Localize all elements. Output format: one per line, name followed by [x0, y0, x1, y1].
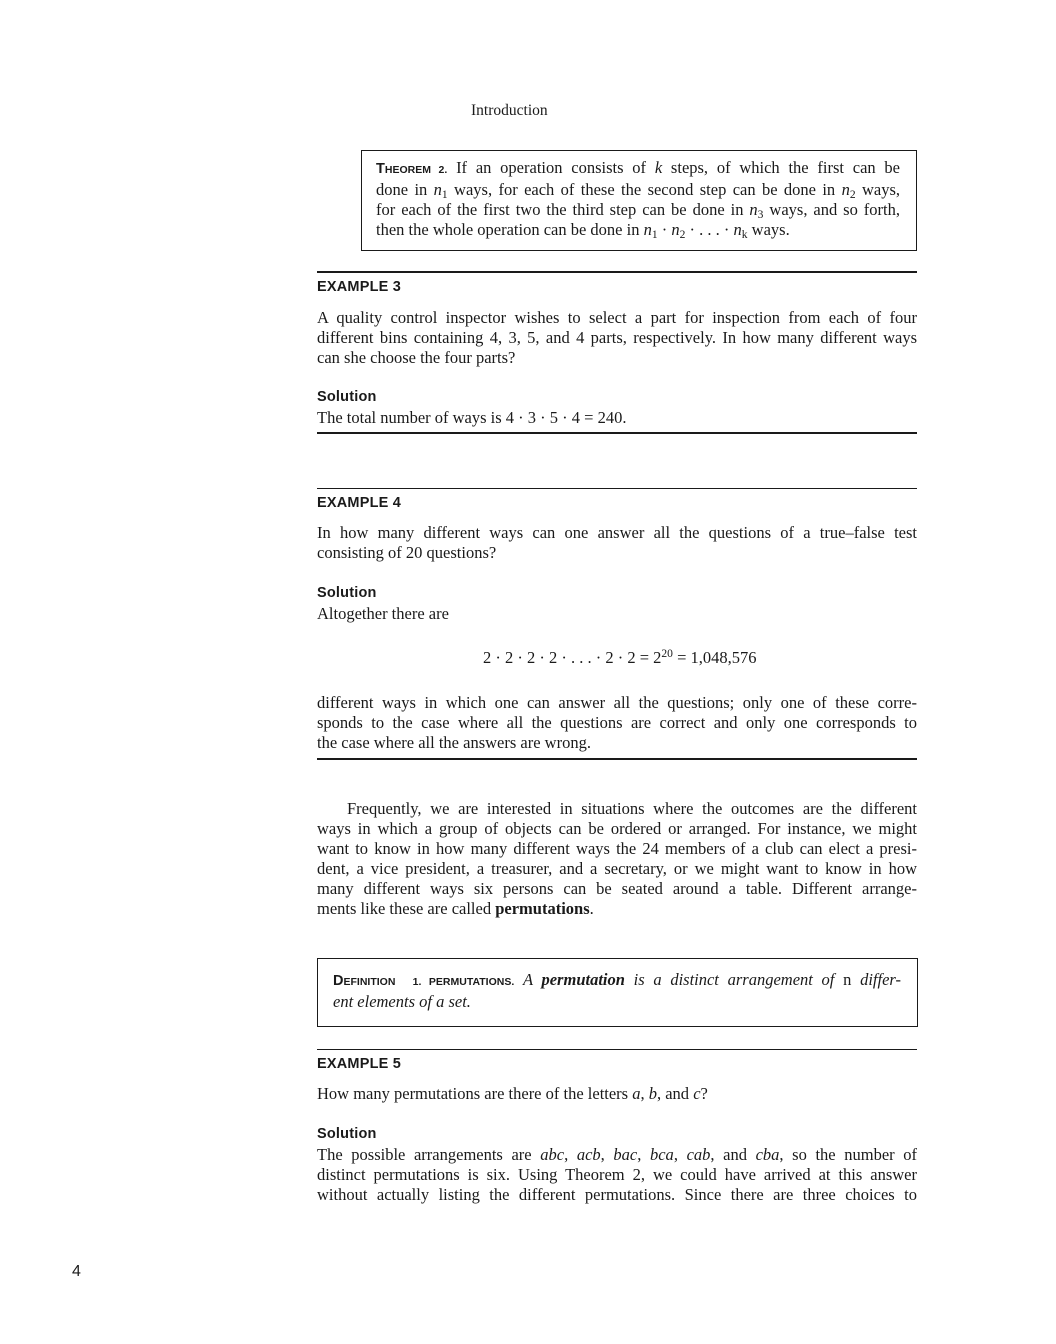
example4-conclusion [317, 693, 917, 753]
example5-heading: EXAMPLE 5 [317, 1056, 401, 1072]
definition-label: DEFINITION 1. PERMUTATIONS. [333, 973, 515, 989]
paragraph-line: many different ways six persons can be seated around a table. Different arrange- [317, 879, 917, 898]
example4-body [317, 523, 917, 563]
example5-solution-text [317, 1145, 917, 1205]
theorem-line-4: then the whole operation can be done in $n_1 \cdot n_2$ · . . . · $n_k$ ways. [376, 220, 790, 241]
example4-line: different ways in which one can answer all the questions; only one of these corre- [317, 693, 917, 712]
example3-heading: EXAMPLE 3 [317, 279, 401, 295]
definition-line-1: DEFINITION 1. PERMUTATIONS. A permutation is a distinct arrangement of n differ- [333, 970, 901, 989]
example3-body [317, 308, 917, 368]
example4-heading: EXAMPLE 4 [317, 495, 401, 511]
definition-line-2: ent elements of a set. [333, 992, 471, 1011]
example3-top-rule [317, 271, 917, 273]
paragraph-line: want to know in how many different ways the 24 members of a club can elect a presi- [317, 839, 917, 858]
example5-line: without actually listing the different permutations. Since there are three choices to [317, 1185, 917, 1204]
example3-solution-text: The total number of ways is 4 · 3 · 5 · 4 = 240. [317, 408, 627, 427]
definition-text [333, 970, 901, 1012]
example3-line: A quality control inspector wishes to select a part for inspection from each of four [317, 308, 917, 327]
example3-bottom-rule [317, 432, 917, 434]
page-number: 4 [72, 1263, 81, 1280]
example4-line: sponds to the case where all the questions are correct and only one corresponds to [317, 713, 917, 732]
theorem-label: THEOREM 2. [376, 161, 448, 177]
example4-top-rule [317, 488, 917, 489]
example4-bottom-rule [317, 758, 917, 760]
example4-solution-intro: Altogether there are [317, 604, 449, 623]
theorem-text [376, 158, 900, 240]
running-head: Introduction [471, 102, 548, 119]
example3-line: different bins containing 4, 3, 5, and 4 parts, respectively. In how many different ways [317, 328, 917, 347]
paragraph-line: Frequently, we are interested in situations where the outcomes are the different [347, 799, 917, 818]
theorem-line-1: THEOREM 2. If an operation consists of k steps, of which the first can be [376, 158, 901, 177]
example5-line: distinct permutations is six. Using Theorem 2, we could have arrived at this answer [317, 1165, 917, 1184]
paragraph-line: ways in which a group of objects can be ordered or arranged. For instance, we might [317, 819, 917, 838]
theorem-line-2: done in $n_1$ ways, for each of these the second step can be done in $n_2$ ways, [376, 180, 900, 201]
example4-line: In how many different ways can one answer all the questions of a true–false test [317, 523, 917, 542]
example5-solution-label: Solution [317, 1126, 377, 1142]
permutations-term: permutations [495, 899, 590, 918]
example3-solution-label: Solution [317, 389, 377, 405]
paragraph-line: ments like these are called permutations. [317, 899, 594, 918]
theorem-line-3: for each of the first two the third step can be done in $n_3$ ways, and so forth, [376, 200, 901, 221]
example3-line: can she choose the four parts? [317, 348, 516, 367]
example4-line: the case where all the answers are wrong. [317, 733, 591, 752]
example4-solution-label: Solution [317, 585, 377, 601]
example5-line: The possible arrangements are abc, acb, bac, bca, cab, and cba, so the number of [317, 1145, 918, 1164]
example5-top-rule [317, 1049, 917, 1050]
example4-line: consisting of 20 questions? [317, 543, 497, 562]
example5-question: How many permutations are there of the letters a, b, and c? [317, 1084, 708, 1103]
paragraph-line: dent, a vice president, a treasurer, and a secretary, or we might want to know in how [317, 859, 917, 878]
example4-equation: 2 · 2 · 2 · 2 · . . . · $2 \cdot 2 = 2^{20} = 1,048,576$ [483, 648, 757, 667]
body-paragraph [317, 799, 917, 919]
